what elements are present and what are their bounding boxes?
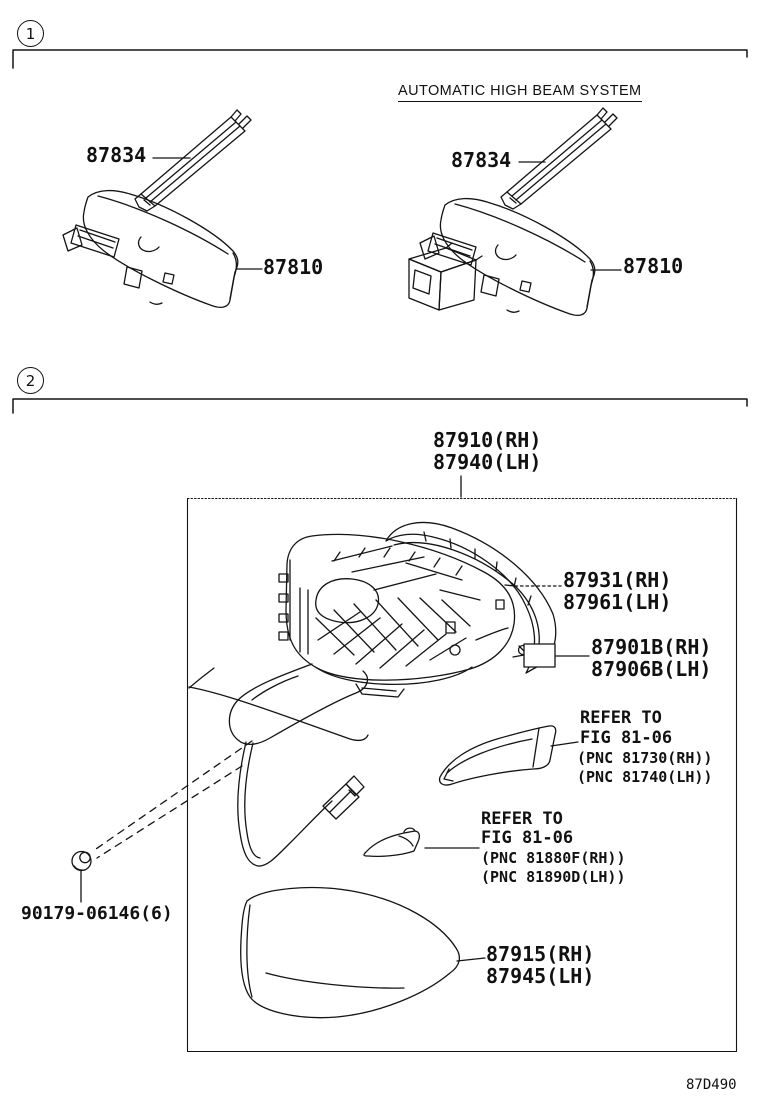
trim-part-drawing [440,726,556,785]
part-label-mirror-right: 87810 [623,254,684,278]
section-1-title: AUTOMATIC HIGH BEAM SYSTEM [398,83,642,102]
leader-lines-section1 [153,158,621,270]
part-label-assy-rh: 87910(RH) [433,428,542,452]
lamp-part-drawing [364,828,419,856]
refer-trim-line2: FIG 81-06 [580,728,673,748]
part-label-cover-rh: 87931(RH) [563,568,672,592]
inner-mirror-left-drawing [63,191,238,308]
refer-trim-line1: REFER TO [580,708,662,728]
nut-drawing [72,852,91,871]
part-label-mount-left: 87834 [86,143,147,167]
part-label-assy-lh: 87940(LH) [433,450,542,474]
part-label-cap-lh: 87945(LH) [486,964,595,988]
refer-trim-line4: (PNC 81740(LH)) [577,768,713,786]
refer-lamp-line3: (PNC 81880F(RH)) [481,849,626,867]
section-2-bracket [13,399,747,413]
refer-lamp-line2: FIG 81-06 [481,828,574,848]
mirror-mount-rail-left-drawing [135,110,251,211]
refer-trim-line3: (PNC 81730(RH)) [577,749,713,767]
part-label-cover-lh: 87961(LH) [563,590,672,614]
section-1-bracket [13,50,747,68]
figure-code: 87D490 [686,1077,737,1093]
part-label-glass-rh: 87901B(RH) [591,635,712,659]
section-2-number: 2 [25,371,36,390]
refer-lamp-line1: REFER TO [481,809,563,829]
mirror-cap-drawing [241,888,460,1018]
part-label-cap-rh: 87915(RH) [486,942,595,966]
section-1-badge [17,20,44,47]
section-1-number: 1 [25,24,36,43]
part-label-mount-right: 87834 [451,148,512,172]
part-label-mirror-left: 87810 [263,255,324,279]
section-2-badge [17,367,44,394]
high-beam-camera-box [409,243,482,310]
inner-mirror-right-drawing [409,199,595,316]
mirror-mount-rail-right-drawing [501,108,617,209]
refer-lamp-line4: (PNC 81890D(LH)) [481,868,626,886]
part-label-glass-lh: 87906B(LH) [591,657,712,681]
part-label-nut: 90179-06146(6) [21,903,173,924]
